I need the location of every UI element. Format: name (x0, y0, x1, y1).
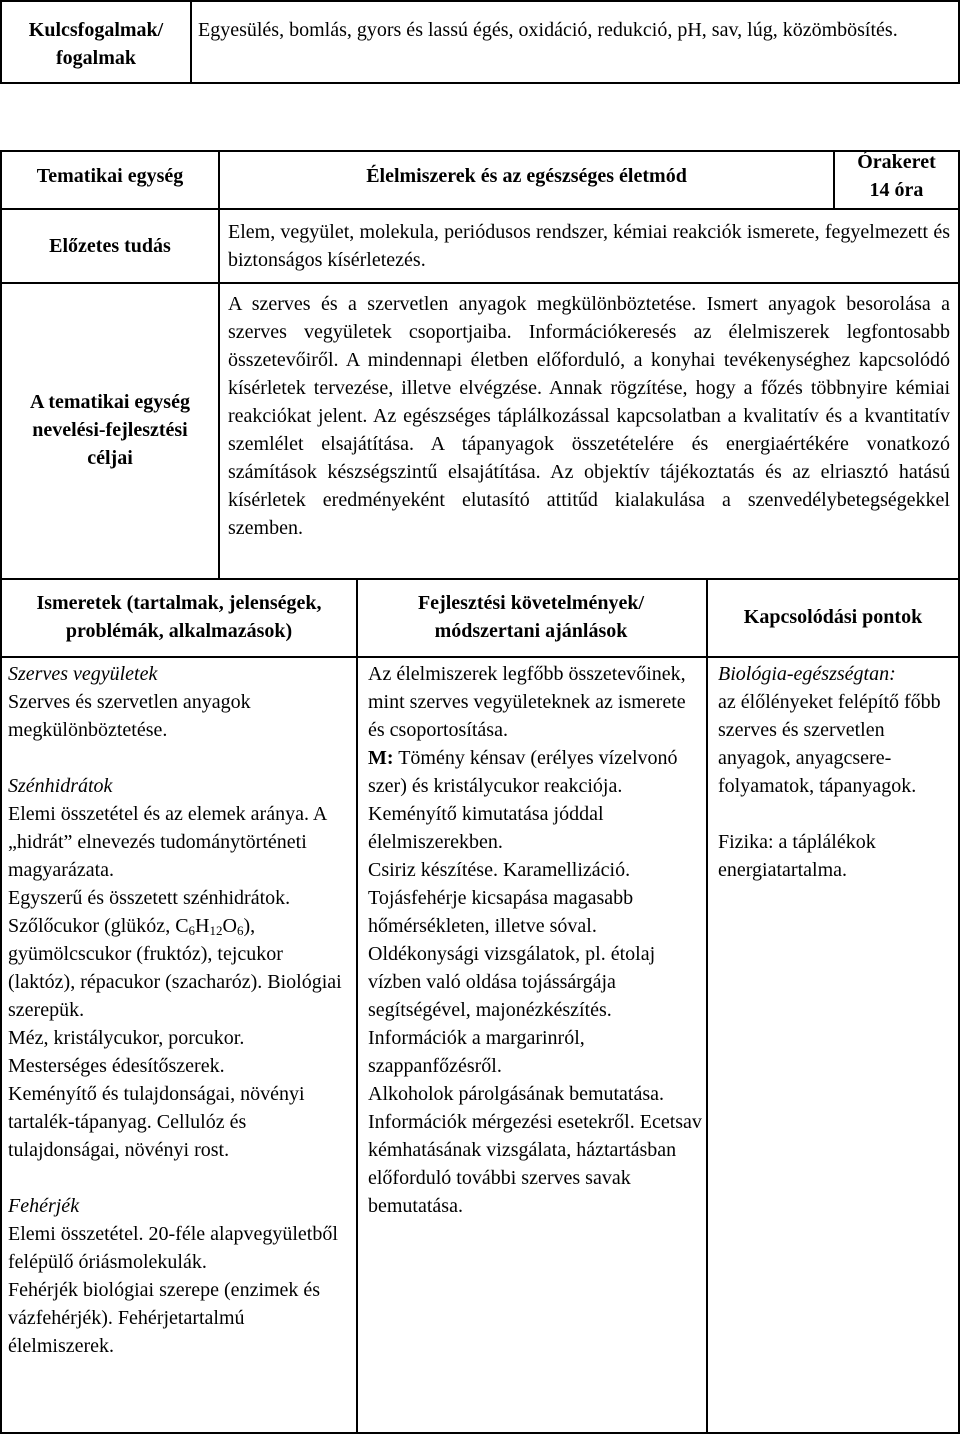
biology-text: az élőlényeket felépítő főbb szerves és szervetlen anyagok, anyagcsere-folyamatok, tápanyagok. (718, 691, 941, 797)
organic-text: Szerves és szervetlen anyagok megkülönböztetése. (8, 691, 251, 741)
hours-box (835, 148, 958, 204)
goals-content: A szerves és a szervetlen anyagok megkülönböztetése. Ismert anyagok besorolása a szerves vegyületek csoportjaiba. Információkeresés az élelmiszerek legfontosabb összetevőiről. A mindennapi életben előforduló, a konyhai tevékenységhez kapcsolódó kísérletek tervezése, illetve elvégzése. Annak rögzítése, hogy a főzés többnyire kémiai reakciókat jelent. Az egészséges táplálkozással kapcsolatban a kvalitatív és a kvantitatív szemlélet elsajátítása. A tápanyagok összetételére és energiaértékére vonatkozó számítások készségszintű elsajátítása. Az objektív tájékoztatás és az elriasztó hatású kísérletek eredményeként elutasító attitűd kialakulása a szenvedélybetegségekkel szemben. (228, 293, 950, 539)
requirements-p4: Tojásfehérje kicsapása magasabb hőmérsékleten, illetve sóval. (368, 887, 634, 937)
knowledge-column (8, 660, 348, 1360)
col-links-header: Kapcsolódási pontok (743, 606, 923, 628)
key-concepts-label: Kulcsfogalmak/ fogalmak (28, 19, 164, 69)
col-knowledge-header: Ismeretek (tartalmak, jelenségek, problémák, alkalmazások) (36, 592, 322, 642)
requirements-p5: Oldékonysági vizsgálatok, pl. étolaj vízben való oldása tojássárgája segítségével, majonézkészítés. Információk a margarinról, szappanfőzésről. (368, 943, 656, 1077)
m-label: M: (368, 747, 394, 769)
physics-text: Fizika: a táplálékok energiatartalma. (718, 831, 876, 881)
requirements-p3: Csiriz készítése. Karamellizáció. (368, 859, 631, 881)
goals-label: A tematikai egység nevelési-fejlesztési céljai (30, 391, 190, 469)
prior-knowledge-label: Előzetes tudás (49, 235, 171, 257)
unit-title: Élelmiszerek és az egészséges életmód (366, 165, 687, 187)
requirements-p2: M: Tömény kénsav (erélyes vízelvonó szer) és kristálycukor reakciója. Keményítő kimutatása jóddal élelmiszerekben. (368, 747, 678, 853)
organic-heading: Szerves vegyületek (8, 663, 158, 685)
prior-knowledge-content: Elem, vegyület, molekula, periódusos rendszer, kémiai reakciók ismerete, fegyelmezett és biztonságos kísérletezés. (228, 221, 950, 271)
requirements-p1: Az élelmiszerek legfőbb összetevőinek, mint szerves vegyületeknek az ismerete és csoportosítása. (368, 663, 686, 741)
carb-heading: Szénhidrátok (8, 775, 113, 797)
biology-label: Biológia-egészségtan: (718, 663, 896, 685)
hours-label: Órakeret (857, 151, 936, 173)
key-concepts-content: Egyesülés, bomlás, gyors és lassú égés, oxidáció, redukció, pH, sav, lúg, közömbösítés. (198, 19, 898, 41)
protein-text-2: Fehérjék biológiai szerepe (enzimek és vázfehérjék). Fehérjetartalmú élelmiszerek. (8, 1279, 321, 1357)
protein-heading: Fehérjék (8, 1195, 80, 1217)
carb-text-4: Méz, kristálycukor, porcukor. (8, 1027, 245, 1049)
protein-text-1: Elemi összetétel. 20-féle alapvegyületből felépülő óriásmolekulák. (8, 1223, 338, 1273)
carb-text-2: Egyszerű és összetett szénhidrátok. Szőlőcukor (glükóz, $C_6H_{12}O_6$), gyümölcscukor (fruktóz), tejcukor (laktóz), répacukor (szacharóz). Biológiai szerepük. (8, 887, 342, 1021)
requirements-p6: Alkoholok párolgásának bemutatása. Információk mérgezési esetekről. Ecetsav kémhatásának vizsgálata, háztartásban előforduló további szerves savak bemutatása. (368, 1083, 702, 1217)
links-column (718, 660, 952, 884)
unit-label: Tematikai egység (36, 165, 184, 187)
hours-value: 14 óra (869, 179, 924, 201)
glucose-formula: $C_6H_{12}O_6$ (175, 915, 244, 938)
requirements-column (368, 660, 702, 1220)
carb-text-1: Elemi összetétel és az elemek aránya. A „hidrát” elnevezés tudománytörténeti magyarázata. (8, 803, 327, 881)
carb-text-5: Mesterséges édesítőszerek. (8, 1055, 225, 1077)
carb-text-6: Keményítő és tulajdonságai, növényi tartalék-tápanyag. Cellulóz és tulajdonságai, növényi rost. (8, 1083, 305, 1161)
col-requirements-header: Fejlesztési követelmények/ módszertani ajánlások (417, 592, 645, 642)
